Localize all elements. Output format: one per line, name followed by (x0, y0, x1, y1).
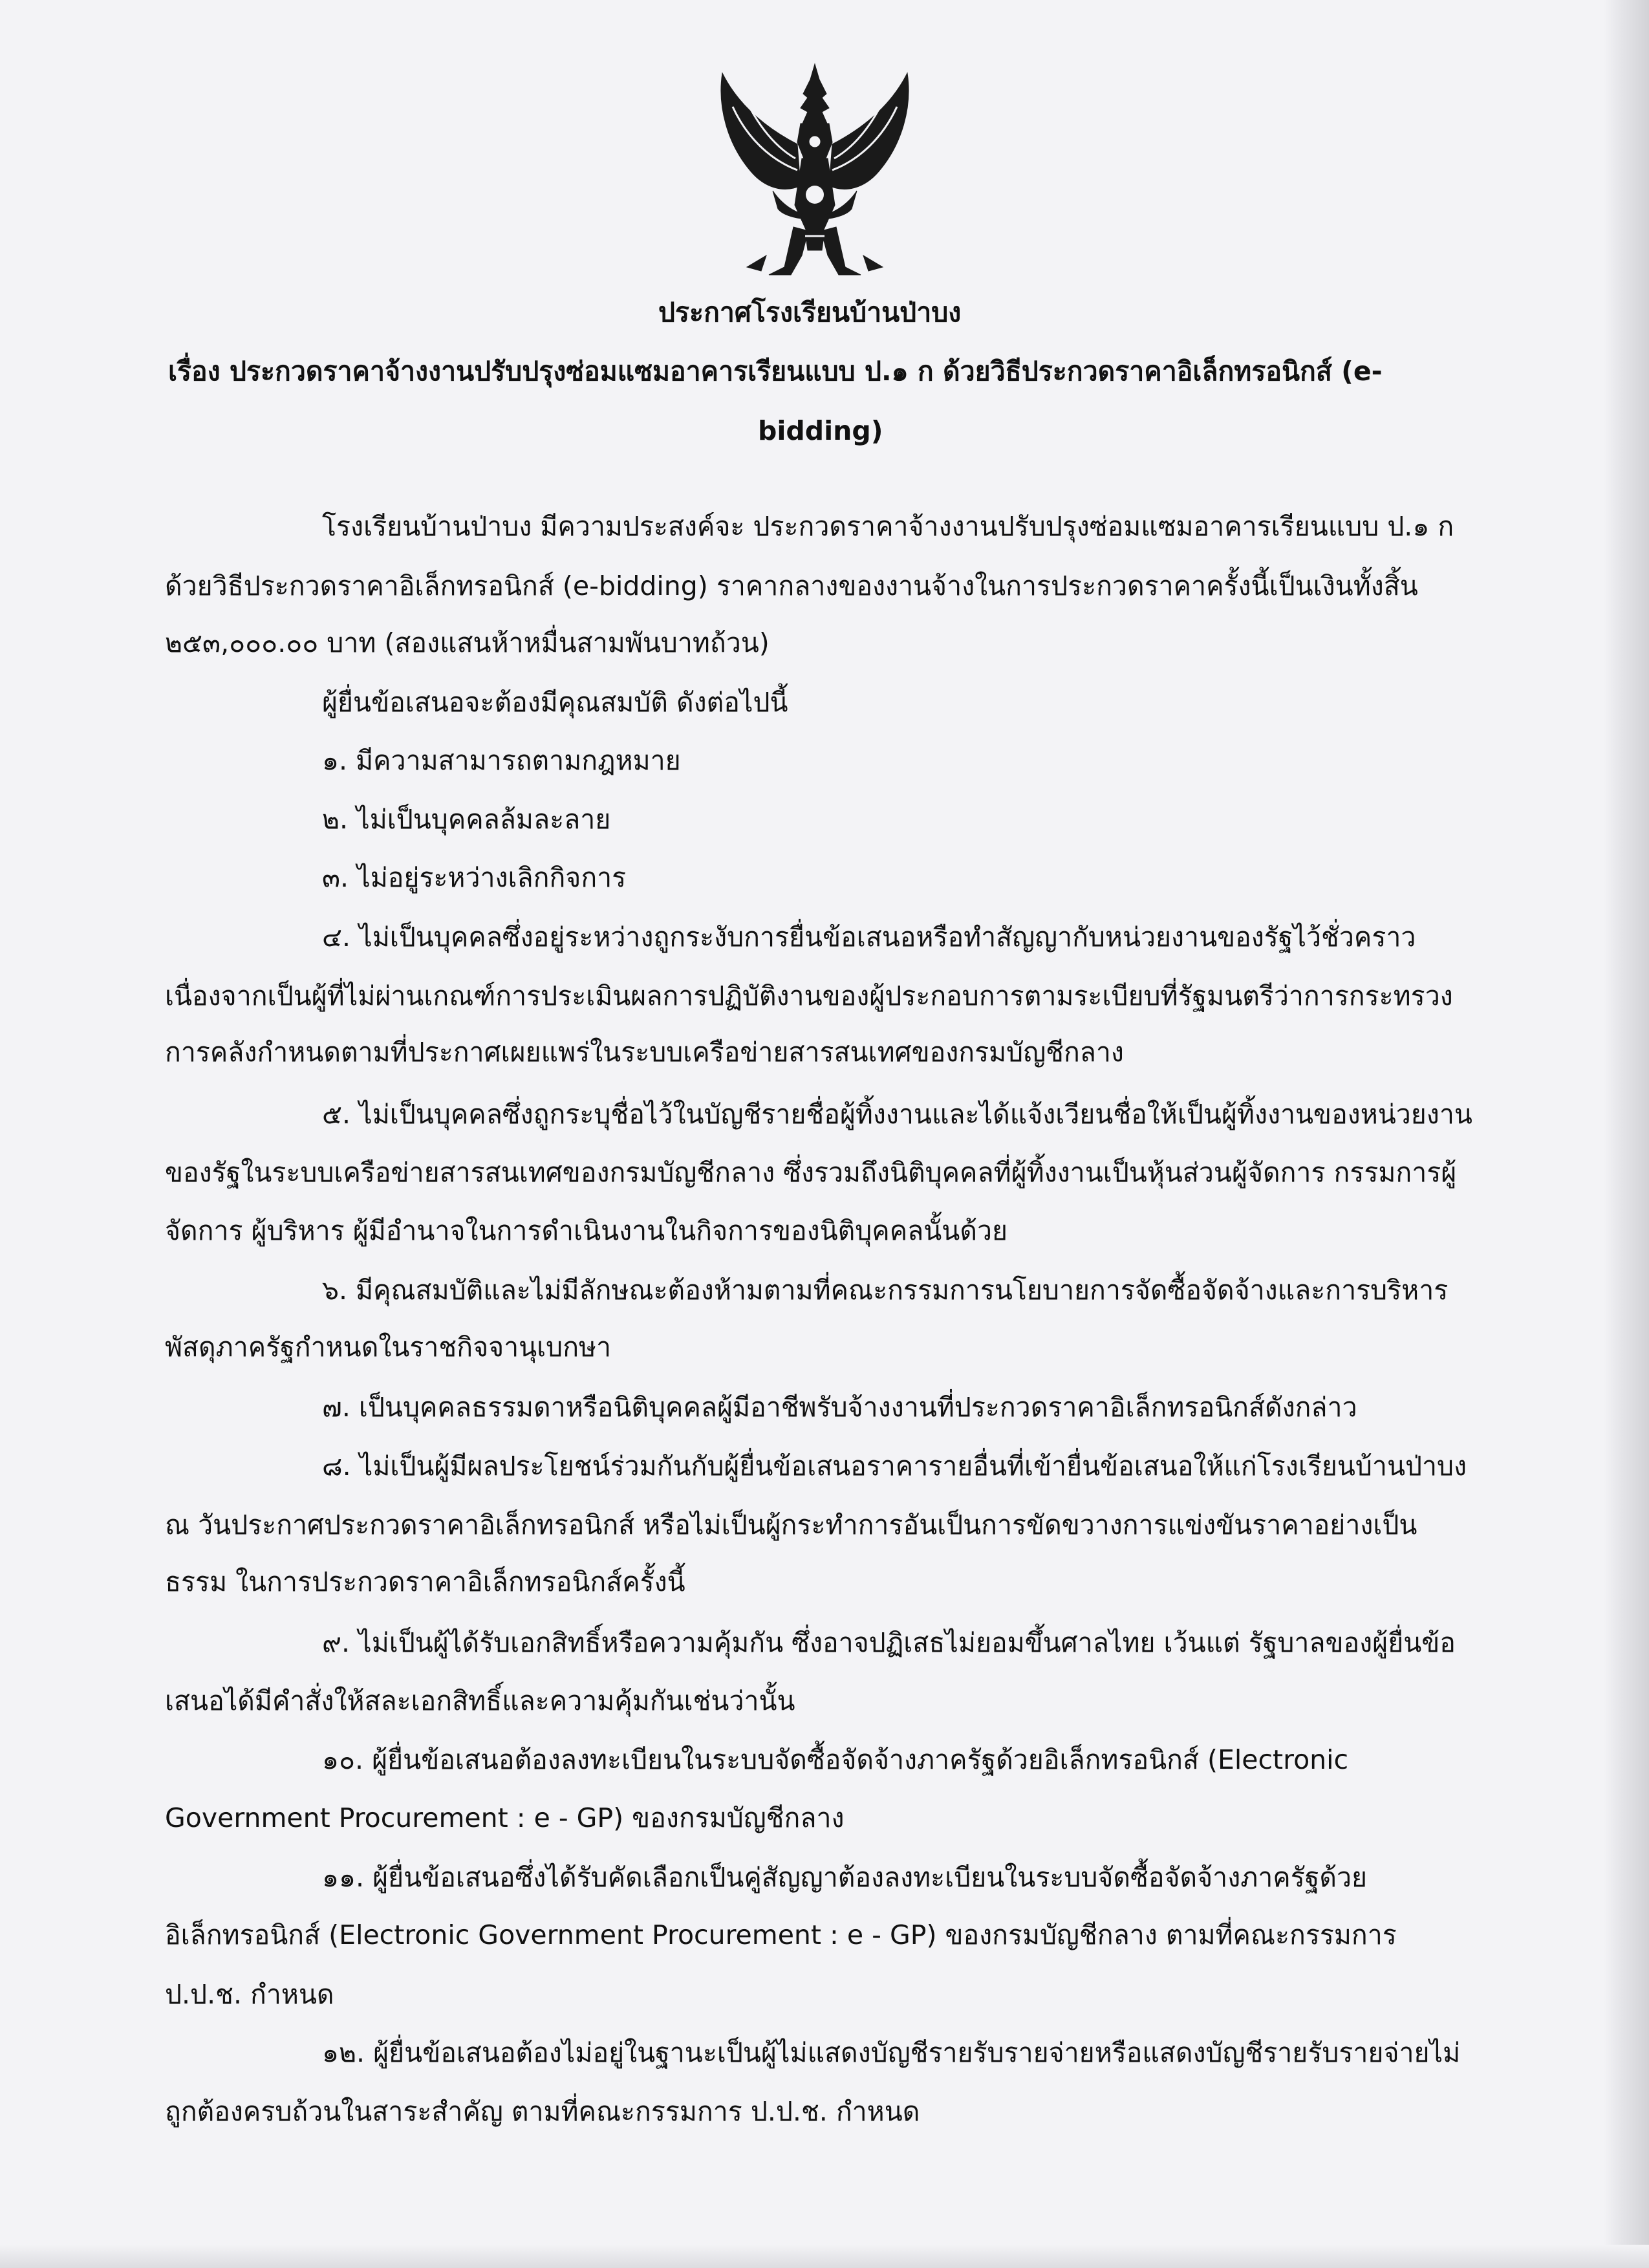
body-line: ณ วันประกาศประกวดราคาอิเล็กทรอนิกส์ หรือไม่เป็นผู้กระทำการอันเป็นการขัดขวางการแข่งขันราคาอย่างเป็น (165, 1509, 1417, 1540)
body-line: เนื่องจากเป็นผู้ที่ไม่ผ่านเกณฑ์การประเมินผลการปฏิบัติงานของผู้ประกอบการตามระเบียบที่รัฐมนตรีว่าการกระทรวง (165, 980, 1453, 1011)
body-line: ๑๒. ผู้ยื่นข้อเสนอต้องไม่อยู่ในฐานะเป็นผู้ไม่แสดงบัญชีรายรับรายจ่ายหรือแสดงบัญชีรายรับรายจ่ายไม่ (322, 2037, 1461, 2068)
page-edge-shadow (1604, 0, 1649, 2268)
body-line: ๗. เป็นบุคคลธรรมดาหรือนิติบุคคลผู้มีอาชีพรับจ้างงานที่ประกวดราคาอิเล็กทรอนิกส์ดังกล่าว (322, 1392, 1357, 1423)
body-line: ๖. มีคุณสมบัติและไม่มีลักษณะต้องห้ามตามที่คณะกรรมการนโยบายการจัดซื้อจัดจ้างและการบริหาร (322, 1275, 1449, 1306)
body-line: ๕. ไม่เป็นบุคคลซึ่งถูกระบุชื่อไว้ในบัญชีรายชื่อผู้ทิ้งงานและได้แจ้งเวียนชื่อให้เป็นผู้ทิ้งงานของหน่วยงาน (322, 1099, 1472, 1130)
body-line: Government Procurement : e - GP) ของกรมบัญชีกลาง (165, 1802, 845, 1833)
body-line: ๙. ไม่เป็นผู้ได้รับเอกสิทธิ์หรือความคุ้มกัน ซึ่งอาจปฏิเสธไม่ยอมขึ้นศาลไทย เว้นแต่ รัฐบาลของผู้ยื่นข้อ (322, 1627, 1456, 1658)
body-line: ผู้ยื่นข้อเสนอจะต้องมีคุณสมบัติ ดังต่อไปนี้ (322, 687, 788, 718)
body-line: ๒๕๓,๐๐๐.๐๐ บาท (สองแสนห้าหมื่นสามพันบาทถ้วน) (165, 627, 770, 658)
body-line: ป.ป.ช. กำหนด (165, 1979, 334, 2010)
body-line: การคลังกำหนดตามที่ประกาศเผยแพร่ในระบบเครือข่ายสารสนเทศของกรมบัญชีกลาง (165, 1037, 1124, 1068)
body-line: ถูกต้องครบถ้วนในสาระสำคัญ ตามที่คณะกรรมการ ป.ป.ช. กำหนด (165, 2096, 920, 2127)
body-line: ๓. ไม่อยู่ระหว่างเลิกกิจการ (322, 862, 627, 893)
announcement-title: ประกาศโรงเรียนบ้านป่าบง (658, 297, 962, 328)
body-line: โรงเรียนบ้านป่าบง มีความประสงค์จะ ประกวดราคาจ้างงานปรับปรุงซ่อมแซมอาคารเรียนแบบ ป.๑ ก (322, 511, 1454, 542)
subject-line-1: เรื่อง ประกวดราคาจ้างงานปรับปรุงซ่อมแซมอาคารเรียนแบบ ป.๑ ก ด้วยวิธีประกวดราคาอิเล็กทรอนิกส์ (e- (168, 356, 1383, 387)
body-line: ๔. ไม่เป็นบุคคลซึ่งอยู่ระหว่างถูกระงับการยื่นข้อเสนอหรือทำสัญญากับหน่วยงานของรัฐไว้ชั่วคราว (322, 922, 1416, 953)
body-line: ๑. มีความสามารถตามกฎหมาย (322, 745, 681, 776)
body-line: ธรรม ในการประกวดราคาอิเล็กทรอนิกส์ครั้งนี้ (165, 1566, 685, 1597)
body-line: พัสดุภาครัฐกำหนดในราชกิจจานุเบกษา (165, 1332, 612, 1363)
body-line: ของรัฐในระบบเครือข่ายสารสนเทศของกรมบัญชีกลาง ซึ่งรวมถึงนิติบุคคลที่ผู้ทิ้งงานเป็นหุ้นส่วนผู้จัดการ กรรมการผู้ (165, 1157, 1457, 1188)
body-line: ๘. ไม่เป็นผู้มีผลประโยชน์ร่วมกันกับผู้ยื่นข้อเสนอราคารายอื่นที่เข้ายื่นข้อเสนอให้แก่โรงเรียนบ้านป่าบง (322, 1451, 1467, 1482)
body-line: ด้วยวิธีประกวดราคาอิเล็กทรอนิกส์ (e-bidding) ราคากลางของงานจ้างในการประกวดราคาครั้งนี้เป็นเงินทั้งสิ้น (165, 570, 1418, 601)
garuda-emblem-icon (708, 61, 921, 285)
body-line: ๑๑. ผู้ยื่นข้อเสนอซึ่งได้รับคัดเลือกเป็นคู่สัญญาต้องลงทะเบียนในระบบจัดซื้อจัดจ้างภาครัฐด้วย (322, 1862, 1368, 1893)
subject-line-2: bidding) (758, 415, 883, 446)
body-line: อิเล็กทรอนิกส์ (Electronic Government Procurement : e - GP) ของกรมบัญชีกลาง ตามที่คณะกรรมการ (165, 1919, 1397, 1950)
body-line: เสนอได้มีคำสั่งให้สละเอกสิทธิ์และความคุ้มกันเช่นว่านั้น (165, 1685, 795, 1716)
body-line: ๒. ไม่เป็นบุคคลล้มละลาย (322, 804, 611, 835)
page-bottom-edge (0, 2245, 1649, 2268)
body-line: จัดการ ผู้บริหาร ผู้มีอำนาจในการดำเนินงานในกิจการของนิติบุคคลนั้นด้วย (165, 1215, 1008, 1246)
body-line: ๑๐. ผู้ยื่นข้อเสนอต้องลงทะเบียนในระบบจัดซื้อจัดจ้างภาครัฐด้วยอิเล็กทรอนิกส์ (Electronic (322, 1744, 1349, 1775)
